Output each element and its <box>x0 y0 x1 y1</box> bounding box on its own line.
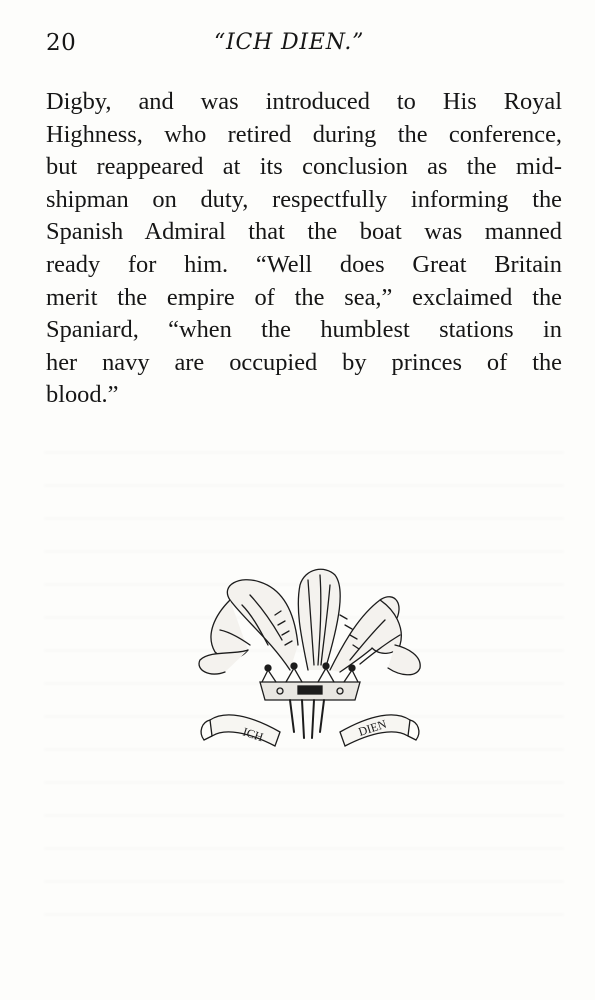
text-line: her navy are occupied by princes of the <box>46 348 562 376</box>
banner-right-text: DIEN <box>356 716 389 739</box>
body-paragraph <box>46 86 562 412</box>
running-head <box>46 30 560 64</box>
text-line: but reappeared at its conclusion as the mid- <box>46 153 562 181</box>
text-line: blood.” <box>46 381 119 409</box>
prince-of-wales-feathers-icon <box>190 560 430 760</box>
banner-left-text: ICH <box>241 724 266 745</box>
text-line: ready for him. “Well does Great Britain <box>46 250 562 278</box>
text-line: merit the empire of the sea,” exclaimed the <box>46 283 562 311</box>
text-line: Highness, who retired during the conference, <box>46 120 562 148</box>
text-line: shipman on duty, respectfully informing the <box>46 185 562 213</box>
page-number: 20 <box>46 30 77 56</box>
feathers-emblem-svg <box>190 560 430 760</box>
text-line: Spanish Admiral that the boat was manned <box>46 218 562 246</box>
text-line: Spaniard, “when the humblest stations in <box>46 316 562 344</box>
text-line: Digby, and was introduced to His Royal <box>46 88 562 115</box>
running-title: “ICH DIEN.” <box>214 30 365 55</box>
